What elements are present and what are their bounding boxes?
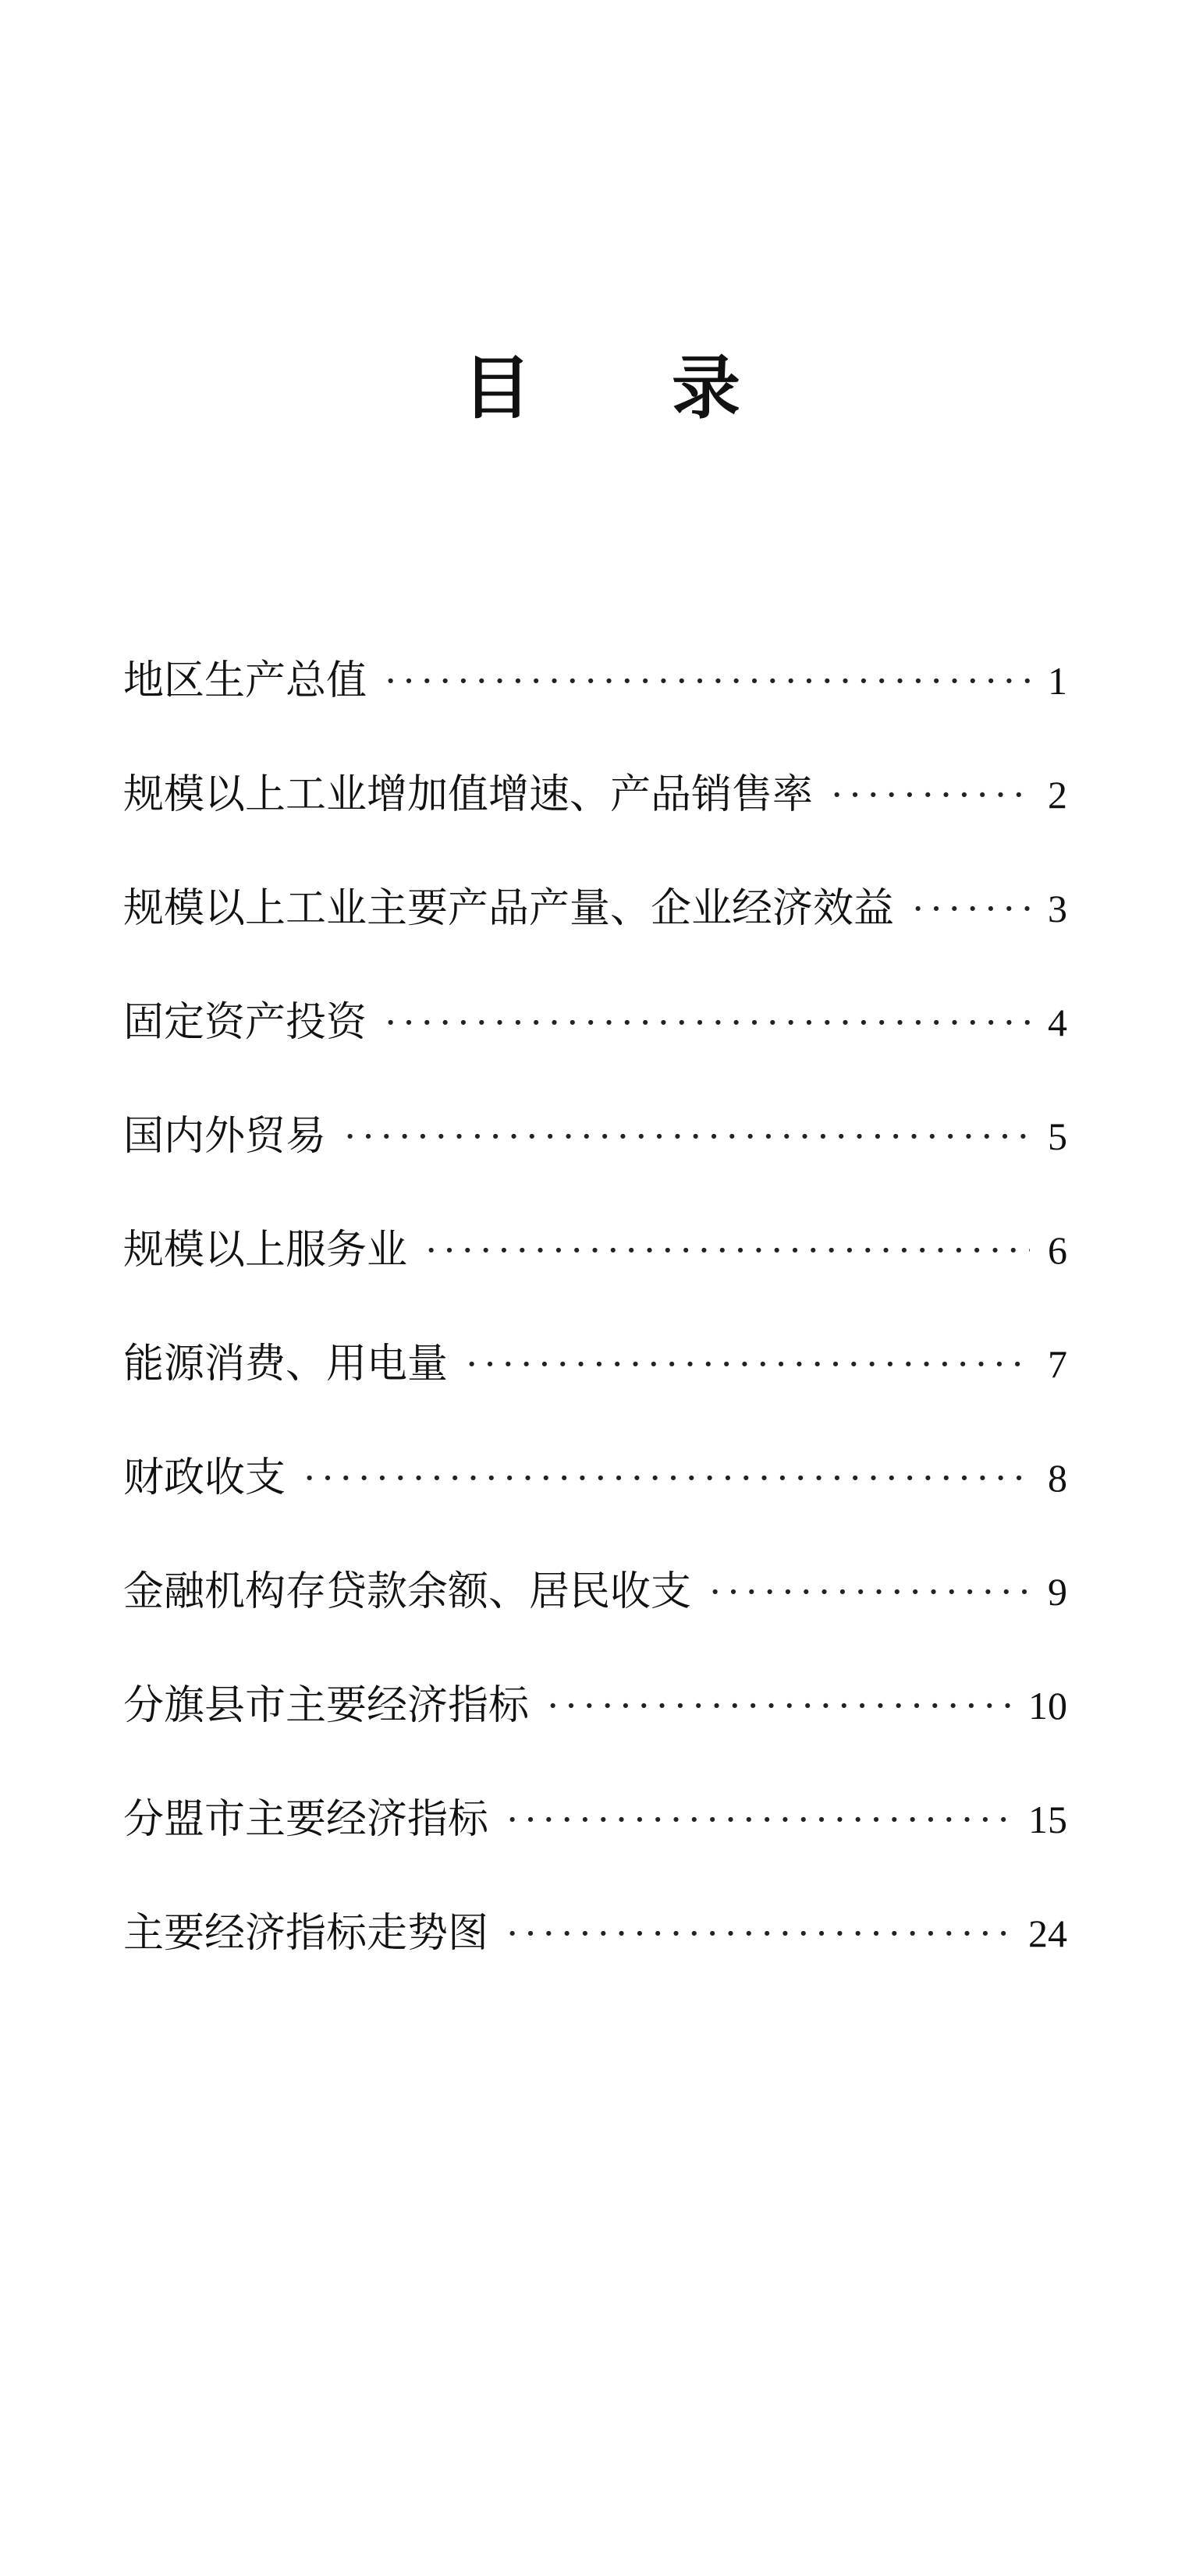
toc-entry-page-number: 6 [1048,1228,1067,1272]
toc-entry-label: 能源消费、用电量 [123,1341,449,1387]
toc-dot-leader [384,625,1030,739]
toc-entry[interactable] [123,738,1067,852]
toc-entry-label: 分盟市主要经济指标 [123,1796,489,1843]
toc-entry[interactable] [123,1079,1067,1193]
toc-entry-label: 固定资产投资 [123,999,367,1046]
toc-entry-label: 主要经济指标走势图 [123,1910,489,1957]
toc-entry[interactable] [123,1421,1067,1535]
toc-entry-label: 规模以上服务业 [123,1227,408,1274]
toc-dot-leader [303,1422,1030,1536]
toc-entry-page-number: 9 [1048,1570,1067,1614]
toc-dot-leader [465,1308,1030,1422]
toc-entry-label: 地区生产总值 [123,657,367,704]
toc-entry[interactable] [123,624,1067,738]
toc-dot-leader [911,852,1030,966]
toc-dot-leader [546,1649,1014,1763]
toc-entry-label: 金融机构存贷款余额、居民收支 [123,1568,692,1615]
toc-entry[interactable] [123,1763,1067,1876]
toc-entry[interactable] [123,1876,1067,1990]
toc-entry[interactable] [123,1649,1067,1763]
toc-entry-page-number: 4 [1048,1001,1067,1044]
toc-dot-leader [506,1877,1014,1991]
toc-entry-page-number: 10 [1028,1684,1067,1727]
toc-dot-leader [506,1763,1014,1877]
toc-entry-label: 规模以上工业增加值增速、产品销售率 [123,771,814,818]
toc-dot-leader [343,1080,1030,1194]
page-title-left-char: 目 [462,348,531,428]
toc-entry[interactable] [123,1307,1067,1421]
toc-entry-page-number: 2 [1048,773,1067,817]
toc-entry-label: 分旗县市主要经济指标 [123,1682,530,1729]
page-title-right-char: 录 [672,348,741,428]
toc-entry[interactable] [123,852,1067,966]
toc-entry[interactable] [123,966,1067,1079]
toc-entry-label: 财政收支 [123,1455,286,1501]
toc-dot-leader [384,966,1030,1080]
toc-dot-leader [708,1536,1030,1649]
toc-entry-page-number: 24 [1028,1912,1067,1955]
toc-dot-leader [424,1194,1030,1308]
page-title [0,342,1203,435]
toc-dot-leader [830,739,1030,852]
toc-entry-page-number: 8 [1048,1456,1067,1500]
toc-entry-page-number: 7 [1048,1342,1067,1386]
toc-entry-page-number: 15 [1028,1798,1067,1841]
toc-entry-label: 国内外贸易 [123,1113,327,1160]
toc-entry-page-number: 3 [1048,887,1067,930]
toc-entry[interactable] [123,1535,1067,1649]
toc-entry[interactable] [123,1193,1067,1307]
toc-entry-page-number: 5 [1048,1114,1067,1158]
toc-entry-page-number: 1 [1048,659,1067,703]
toc-entry-label: 规模以上工业主要产品产量、企业经济效益 [123,885,895,932]
table-of-contents [123,624,1067,1990]
